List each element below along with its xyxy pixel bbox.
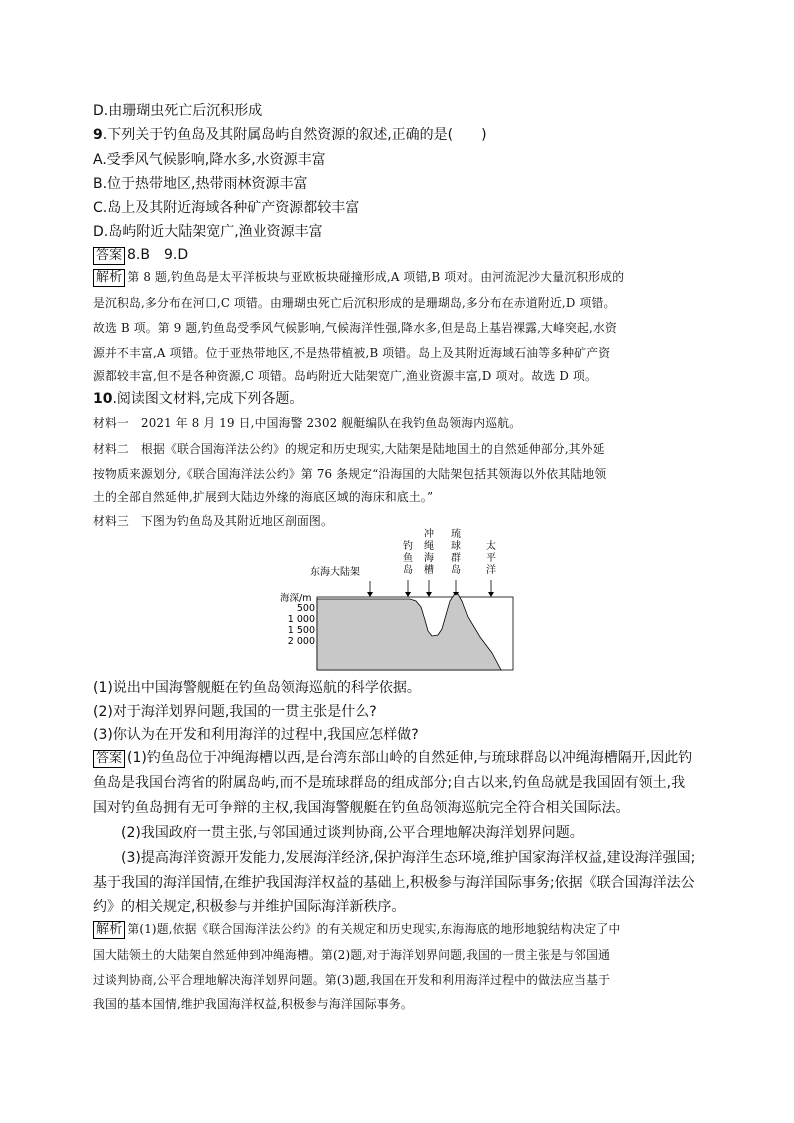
depth-axis-label: 海深/m xyxy=(280,593,312,604)
analysis-10-line: 国大陆领土的大陆架自然延伸到冲绳海槽。第(2)题,对于海洋划界问题,我国的一贯主张是与邻国通 xyxy=(93,948,611,962)
label-pacific-char: 平 xyxy=(486,553,496,564)
answer-10-line: (3)提高海洋资源开发能力,发展海洋经济,保护海洋生态环境,维护国家海洋权益,建设海洋强国; xyxy=(121,850,696,866)
question-10-stem xyxy=(93,388,303,408)
material-1: 材料一 2021 年 8 月 19 日,中国海警 2302 舰艇编队在我钓鱼岛领海内巡航。 xyxy=(93,416,522,430)
option-d-prev: D.由珊瑚虫死亡后沉积形成 xyxy=(93,103,263,119)
depth-tick-label: 1 500 xyxy=(287,625,315,636)
answer-text: 8.B 9.D xyxy=(127,247,189,263)
label-ryukyu-char: 琉 xyxy=(451,529,461,540)
answer-10-line: 国对钓鱼岛拥有无可争辩的主权,我国海警舰艇在钓鱼岛领海巡航完全符合相关国际法。 xyxy=(93,800,630,816)
label-ryukyu-char: 岛 xyxy=(451,565,461,576)
depth-tick-label: 1 000 xyxy=(287,614,315,625)
sub-question-1: (1)说出中国海警舰艇在钓鱼岛领海巡航的科学依据。 xyxy=(93,680,421,696)
analysis-8-9-line: 是沉积岛,多分布在河口,C 项错。由珊瑚虫死亡后沉积形成的是珊瑚岛,多分布在赤道附近,D 项错。 xyxy=(93,296,616,310)
arrow-head xyxy=(426,592,432,597)
answer-10-line: 基于我国的海洋国情,在维护我国海洋权益的基础上,积极参与海洋国际事务;依据《联合国海洋法公 xyxy=(93,875,695,891)
label-pacific-char: 太 xyxy=(486,541,496,552)
analysis-10-line: 解析 第(1)题,依据《联合国海洋法公约》的有关规定和历史现实,东海海底的地形地貌结构决定了中 xyxy=(93,920,621,939)
label-ryukyu-char: 球 xyxy=(451,541,461,552)
question-number: 10 xyxy=(93,391,113,407)
analysis-8-9-line: 故选 B 项。第 9 题,钓鱼岛受季风气候影响,气候海洋性强,降水多,但是岛上基岩裸露,大峰突起,水资 xyxy=(93,321,617,335)
cross-section-figure xyxy=(280,525,520,675)
analysis-8-9-line: 解析 第 8 题,钓鱼岛是太平洋板块与亚欧板块碰撞形成,A 项错,B 项对。由河流泥沙大量沉积形成的 xyxy=(93,268,624,287)
label-trough-char: 绳 xyxy=(424,541,434,552)
answer-8-9 xyxy=(93,244,188,265)
label-diaoyu-char: 鱼 xyxy=(403,553,413,564)
label-diaoyu-char: 岛 xyxy=(403,565,413,576)
question-text: .下列关于钓鱼岛及其附属岛屿自然资源的叙述,正确的是( ) xyxy=(102,127,487,143)
label-trough-char: 海 xyxy=(424,553,434,564)
analysis-10-line: 我国的基本国情,维护我国海洋权益,积极参与海洋国际事务。 xyxy=(93,997,413,1011)
analysis-tag: 解析 xyxy=(93,921,125,939)
analysis-tag: 解析 xyxy=(93,269,125,287)
label-east-china-sea-shelf: 东海大陆架 xyxy=(310,567,360,578)
answer-10-line: 约》的相关规定,积极参与并维护国际海洋新秩序。 xyxy=(93,899,406,915)
question-text: .阅读图文材料,完成下列各题。 xyxy=(112,391,304,407)
q9-option-c: C.岛上及其附近海域各种矿产资源都较丰富 xyxy=(93,200,360,216)
material-3: 材料三 下图为钓鱼岛及其附近地区剖面图。 xyxy=(93,514,333,528)
answer-tag: 答案 xyxy=(93,247,125,265)
answer-tag: 答案 xyxy=(93,750,125,768)
material-2-line: 材料二 根据《联合国海洋法公约》的规定和历史现实,大陆架是陆地国土的自然延伸部分,其外延 xyxy=(93,442,605,456)
q9-option-b: B.位于热带地区,热带雨林资源丰富 xyxy=(93,176,308,192)
depth-tick-label: 500 xyxy=(296,603,315,614)
depth-tick-label: 2 000 xyxy=(287,636,315,647)
arrow-head xyxy=(488,592,494,597)
sub-question-3: (3)你认为在开发和利用海洋的过程中,我国应怎样做? xyxy=(93,727,419,743)
label-diaoyu-char: 钓 xyxy=(403,541,413,552)
label-trough-char: 槽 xyxy=(424,565,434,576)
label-ryukyu-char: 群 xyxy=(451,553,461,564)
question-number: 9 xyxy=(93,127,103,143)
analysis-10-line: 过谈判协商,公平合理地解决海洋划界问题。第(3)题,我国在开发和利用海洋过程中的做法应当基于 xyxy=(93,973,611,987)
analysis-8-9-line: 源都较丰富,但不是各种资源,C 项错。岛屿附近大陆架宽广,渔业资源丰富,D 项对。故选 D 项。 xyxy=(93,369,598,383)
answer-10-line: 鱼岛是我国台湾省的附属岛屿,而不是琉球群岛的组成部分;自古以来,钓鱼岛就是我国固有领土,我 xyxy=(93,775,686,791)
answer-10-line: (2)我国政府一贯主张,与邻国通过谈判协商,公平合理地解决海洋划界问题。 xyxy=(121,825,584,841)
question-9-stem xyxy=(93,124,487,144)
arrow-head xyxy=(405,592,411,597)
analysis-8-9-line: 源并不丰富,A 项错。位于亚热带地区,不是热带植被,B 项错。岛上及其附近海域石油等多种矿产资 xyxy=(93,346,611,360)
arrow-head xyxy=(367,592,373,597)
label-pacific-char: 洋 xyxy=(486,565,496,576)
answer-10-line: 答案 (1)钓鱼岛位于冲绳海槽以西,是台湾东部山岭的自然延伸,与琉球群岛以冲绳海槽隔开,因此钓 xyxy=(93,747,692,768)
label-trough-char: 冲 xyxy=(424,529,434,540)
q9-option-a: A.受季风气候影响,降水多,水资源丰富 xyxy=(93,152,326,168)
sub-question-2: (2)对于海洋划界问题,我国的一贯主张是什么? xyxy=(93,704,377,720)
material-2-line: 土的全部自然延伸,扩展到大陆边外缘的海底区域的海床和底土。” xyxy=(93,490,434,504)
q9-option-d: D.岛屿附近大陆架宽广,渔业资源丰富 xyxy=(93,224,323,240)
material-2-line: 按物质来源划分,《联合国海洋法公约》第 76 条规定“沿海国的大陆架包括其领海以外依其陆地领 xyxy=(93,467,607,481)
